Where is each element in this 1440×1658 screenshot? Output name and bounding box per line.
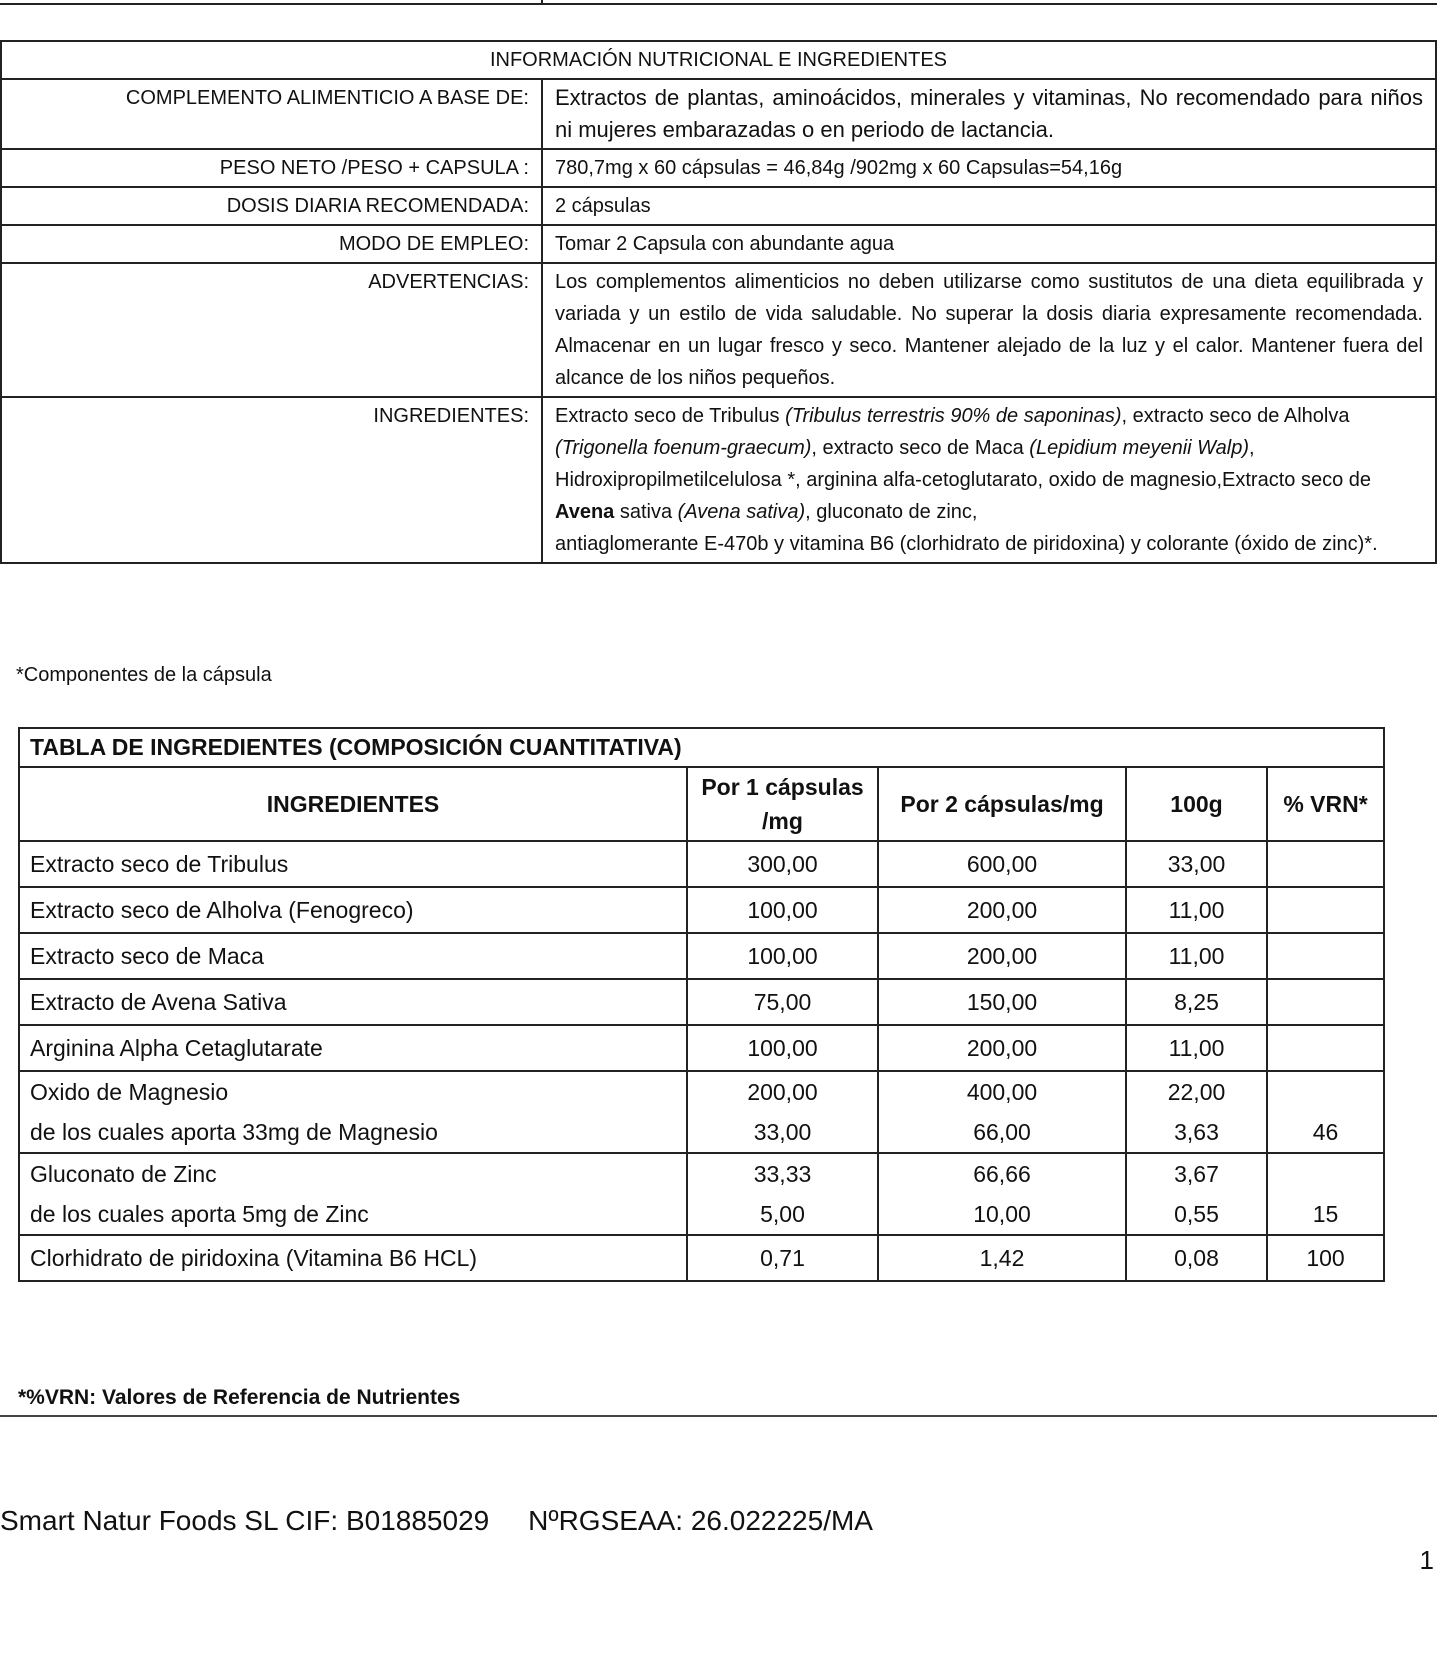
ingredient-value [1267,979,1384,1025]
company-info: Smart Natur Foods SL CIF: B01885029 [0,1505,490,1536]
ingredient-value [878,841,1126,887]
text: , Hidroxipropilmetilcelulosa *, arginina alfa-cetoglutarato, oxido de magnesio,Extracto seco de [555,437,1371,491]
vrn-note: *%VRN: Valores de Referencia de Nutrientes [18,1386,461,1409]
cell-text: 200,00 [966,942,1038,969]
table-row [1,187,1436,225]
ingredient-value [1267,1071,1384,1153]
cell-text: Oxido de Magnesio [30,1079,229,1105]
column-header: Por 1 cápsulas /mg [687,767,878,841]
ingredient-name [19,887,687,933]
ingredient-value [1126,979,1267,1025]
ingredient-value [878,1025,1126,1071]
cell-text: 0,71 [760,1244,805,1271]
cell-text: 0,08 [1174,1244,1219,1271]
cell-text: 100,00 [747,1034,818,1061]
cell-text: 33,33 [753,1161,812,1187]
row-value: Los complementos alimenticios no deben utilizarse como sustitutos de una dieta equilibrada y variada y un estilo de vida saludable. No superar la dosis diaria expresamente recomendada. Almacenar en un lugar fresco y seco. Mantener alejado de la luz y el calor. Mantener fuera del alcance de los niños pequeños. [542,263,1436,397]
ingredient-value [878,1235,1126,1281]
registry-number: NºRGSEAA: 26.022225/MA [528,1505,873,1536]
cell-text: 600,00 [966,850,1038,877]
text: sativa [614,501,678,523]
cell-text: 11,00 [1168,1034,1225,1061]
ingredient-name [19,841,687,887]
ingredient-value [1267,1235,1384,1281]
cell-text: Extracto seco de Maca [30,942,264,969]
footer [0,1505,873,1537]
ingredient-value [1267,1153,1384,1235]
ingredient-value [687,979,878,1025]
row-value: Extractos de plantas, aminoácidos, minerales y vitaminas, No recomendado para niños ni mujeres embarazadas o en periodo de lactancia. [542,79,1436,149]
cell-text: 200,00 [966,1034,1038,1061]
cell-text: de los cuales aporta 33mg de Magnesio [30,1119,438,1145]
ingredient-value [1126,887,1267,933]
cell-text: 300,00 [747,850,818,877]
cell-text: 3,63 [1174,1119,1219,1145]
ingredient-value [1267,933,1384,979]
cell-text: 46 [1312,1119,1339,1145]
divider [0,1415,1437,1417]
cell-text: Extracto seco de Alholva (Fenogreco) [30,896,414,923]
table-title: INFORMACIÓN NUTRICIONAL E INGREDIENTES [1,41,1436,79]
table-row [19,933,1384,979]
table-row [1,225,1436,263]
table-row [1,79,1436,149]
cell-text: de los cuales aporta 5mg de Zinc [30,1201,369,1227]
ingredient-name [19,1153,687,1235]
ingredient-value [687,1071,878,1153]
row-value: Tomar 2 Capsula con abundante agua [542,225,1436,263]
cell-text: 100 [1306,1244,1345,1271]
ingredient-value [1267,1025,1384,1071]
row-label: PESO NETO /PESO + CAPSULA : [1,149,542,187]
cell-text: Extracto seco de Tribulus [30,850,289,877]
row-label: ADVERTENCIAS: [1,263,542,397]
cell-text: 66,00 [973,1119,1031,1145]
table-row [1,149,1436,187]
cell-text: 100,00 [747,896,818,923]
table-row [19,1235,1384,1281]
ingredient-value [687,1153,878,1235]
ingredient-value [1267,841,1384,887]
row-label: MODO DE EMPLEO: [1,225,542,263]
table-row [19,887,1384,933]
cell-text: 33,00 [1167,850,1226,877]
ingredient-value [1267,887,1384,933]
page-number: 1 [1419,1545,1434,1575]
column-header: INGREDIENTES [19,767,687,841]
ingredient-value [687,933,878,979]
cell-text: 3,67 [1174,1161,1219,1187]
ingredient-value [878,979,1126,1025]
capsule-note: *Componentes de la cápsula [16,664,272,686]
text-italic: (Lepidium meyenii Walp) [1029,437,1250,459]
column-header: 100g [1126,767,1267,841]
ingredient-value [878,933,1126,979]
column-header: % VRN* [1267,767,1384,841]
cell-text: Clorhidrato de piridoxina (Vitamina B6 HCL) [30,1244,478,1271]
cell-text: 15 [1312,1201,1339,1227]
quantitative-table [18,727,1385,1282]
ingredient-value [1126,1153,1267,1235]
ingredient-value [1126,841,1267,887]
ingredient-name [19,979,687,1025]
text: Extracto seco de Tribulus [555,405,786,427]
ingredient-value [878,1071,1126,1153]
ingredient-value [687,1235,878,1281]
ingredient-value [878,887,1126,933]
row-value: 780,7mg x 60 cápsulas = 46,84g /902mg x 60 Capsulas=54,16g [542,149,1436,187]
cell-text: 5,00 [760,1201,805,1227]
cell-text: 22,00 [1167,1079,1226,1105]
text: , extracto seco de Alholva [1121,405,1350,427]
header-row [19,767,1384,841]
ingredient-name [19,933,687,979]
previous-table-divider [541,0,543,5]
ingredient-value [1126,1025,1267,1071]
table-row [19,979,1384,1025]
cell-text: 66,66 [973,1161,1031,1187]
text-italic: (Tribulus terrestris 90% de saponinas) [785,405,1122,427]
cell-text: 200,00 [966,896,1038,923]
ingredient-value [687,887,878,933]
text: , extracto seco de Maca [811,437,1030,459]
ingredient-name [19,1235,687,1281]
table-row [19,1153,1384,1235]
ingredient-value [878,1153,1126,1235]
cell-text: 8,25 [1174,988,1219,1015]
text-bold: Avena [555,501,615,523]
cell-text: Arginina Alpha Cetaglutarate [30,1034,323,1061]
ingredient-value [687,1025,878,1071]
row-value: 2 cápsulas [542,187,1436,225]
row-label: DOSIS DIARIA RECOMENDADA: [1,187,542,225]
text-italic: (Trigonella foenum-graecum) [555,437,812,459]
ingredient-name [19,1071,687,1153]
row-label: COMPLEMENTO ALIMENTICIO A BASE DE: [1,79,542,149]
ingredient-value [1126,933,1267,979]
cell-text: 200,00 [747,1079,818,1105]
cell-text: 400,00 [966,1079,1038,1105]
cell-text: 100,00 [747,942,818,969]
table-title: TABLA DE INGREDIENTES (COMPOSICIÓN CUANTITATIVA) [19,728,1384,767]
cell-text: 1,42 [979,1244,1025,1271]
text: antiaglomerante E-470b y vitamina B6 (clorhidrato de piridoxina) y colorante (óxido de zinc)*. [555,533,1378,555]
text-italic: (Avena sativa) [677,501,806,523]
text: , gluconato de zinc, [805,501,978,523]
table-row [19,1025,1384,1071]
row-label: INGREDIENTES: [1,397,542,563]
cell-text: Extracto de Avena Sativa [30,988,287,1015]
cell-text: Gluconato de Zinc [30,1161,217,1187]
nutrition-info-table [0,40,1437,564]
previous-table-edge [0,0,1437,5]
ingredient-name [19,1025,687,1071]
ingredient-value [1126,1071,1267,1153]
table-row [1,397,1436,563]
table-row [19,841,1384,887]
cell-text: 11,00 [1168,942,1225,969]
cell-text: 0,55 [1174,1201,1219,1227]
cell-text: 75,00 [753,988,812,1015]
column-header: Por 2 cápsulas/mg [878,767,1126,841]
ingredient-value [687,841,878,887]
cell-text: 33,00 [753,1119,812,1145]
table-row [1,263,1436,397]
cell-text: 10,00 [973,1201,1031,1227]
table-row [19,1071,1384,1153]
ingredients-value [542,397,1436,563]
cell-text: 11,00 [1168,896,1225,923]
ingredient-value [1126,1235,1267,1281]
cell-text: 150,00 [966,988,1038,1015]
